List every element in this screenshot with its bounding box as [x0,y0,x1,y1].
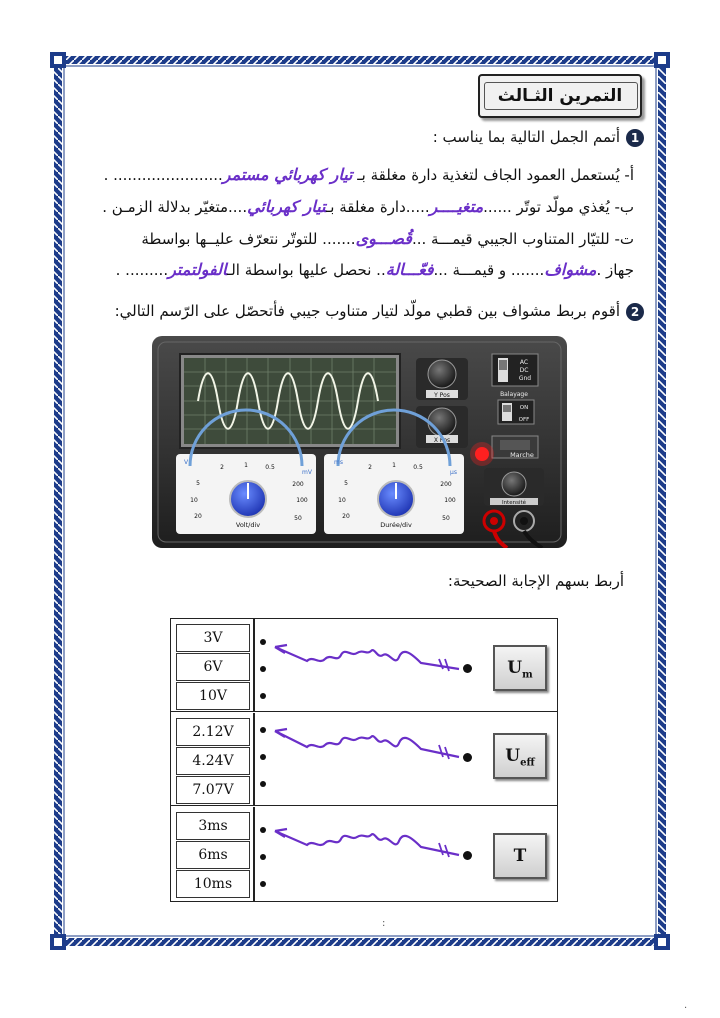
v-unit: V [184,459,189,466]
dc-label: DC [519,367,529,374]
exercise-title [478,74,642,118]
v-tick-100: 100 [296,497,308,504]
answer-b1: متغيــــر [429,197,484,216]
answer-b2: تيار كهربائي [247,197,326,216]
q3-prompt: أربط بسهم الإجابة الصحيحة: [447,572,624,590]
v-tick-2: 2 [220,464,224,471]
ac-label: AC [519,359,529,366]
q1-line-c: ت- للتيّار المتناوب الجيبي قيمـــة ...قُصـــوى....... للتوتّر نتعرّف عليــها بواسطة [141,229,634,248]
q2-number: 2 [626,303,644,321]
footer-mark-2: . [684,1000,688,1011]
v-tick-200: 200 [292,481,304,488]
v-tick-10: 10 [190,497,198,504]
match-row-ueff [171,713,557,806]
t-tick-5: 5 [344,480,348,487]
t-tick-10: 10 [338,497,346,504]
v-tick-50: 50 [294,515,302,522]
q1-line-a: أ- يُستعمل العمود الجاف لتغذية دارة مغلقة بـ تيار كهربائي مستمر....................... . [103,165,634,184]
footer-mark: : [382,918,386,929]
t-tick-200: 200 [440,481,452,488]
answer-c: قُصـــوى [355,229,412,248]
balayage-label: Balayage [500,391,528,398]
q1-line-d: جهاز .مشواف....... و قيمـــة ...فعّـــالة.. نحصل عليها بواسطة الـالفولتمتر......... . [115,260,634,279]
ueff-button[interactable]: $U_{eff}$ [493,733,547,779]
v-tick-1: 1 [244,462,248,469]
option-10ms[interactable]: 10ms [176,870,250,898]
q1-prompt: 1أتمم الجمل التالية بما يناسب : [433,128,644,147]
option-3v[interactable]: 3V [176,624,250,652]
on-label: ON [519,405,529,411]
q1-number: 1 [626,129,644,147]
ypos-label: Y Pos [434,392,450,399]
intensite-label: Intensité [501,500,527,506]
answer-arrow-um [271,633,461,693]
answer-d2: فعّـــالة [385,260,434,279]
mv-unit: mV [302,469,312,476]
match-row-um [171,619,557,712]
option-10v[interactable]: 10V [176,682,250,710]
answer-arrow-ueff [271,717,461,777]
match-row-t [171,807,557,901]
matching-table [170,618,558,902]
time-div-label: Durée/div [380,521,412,529]
options-ueff [176,718,250,805]
option-3ms[interactable]: 3ms [176,812,250,840]
options-um [176,624,250,711]
us-unit: µs [450,469,457,476]
v-tick-05: 0.5 [265,464,275,471]
gnd-label: Gnd [518,375,532,382]
option-707v[interactable]: 7.07V [176,776,250,804]
t-tick-20: 20 [342,513,350,520]
ms-unit: ms [334,459,343,466]
v-tick-5: 5 [196,480,200,487]
t-tick-2: 2 [368,464,372,471]
um-button[interactable]: $U_m$ [493,645,547,691]
option-6ms[interactable]: 6ms [176,841,250,869]
options-t [176,812,250,899]
t-tick-05: 0.5 [413,464,423,471]
volt-div-label: Volt/div [235,521,261,529]
marche-label: Marche [510,451,534,459]
t-tick-50: 50 [442,515,450,522]
answer-a: تيار كهربائي مستمر [222,165,353,184]
option-212v[interactable]: 2.12V [176,718,250,746]
answer-d3: الفولتمتر [168,260,227,279]
t-tick-1: 1 [392,462,396,469]
oscilloscope-image [152,336,567,548]
option-424v[interactable]: 4.24V [176,747,250,775]
t-tick-100: 100 [444,497,456,504]
exercise-title-text: التمرين الثـالث [497,86,623,106]
xpos-label: X Pos [433,437,451,444]
off-label: OFF [518,417,530,423]
option-6v[interactable]: 6V [176,653,250,681]
v-tick-20: 20 [194,513,202,520]
t-button[interactable]: T [493,833,547,879]
answer-arrow-t [271,817,461,877]
q1-line-b: ب- يُغذي مولّد توتّر ......متغيــــر.....دارة مغلقة بـتيار كهربائي....متغيّر بدلالة الزمـن . [102,197,634,216]
answer-d1: مشواف [544,260,597,279]
q2-prompt: 2أقوم بربط مشواف بين قطبي مولّد لتيار متناوب جيبي فأتحصّل على الرّسم التالي: [115,302,644,321]
